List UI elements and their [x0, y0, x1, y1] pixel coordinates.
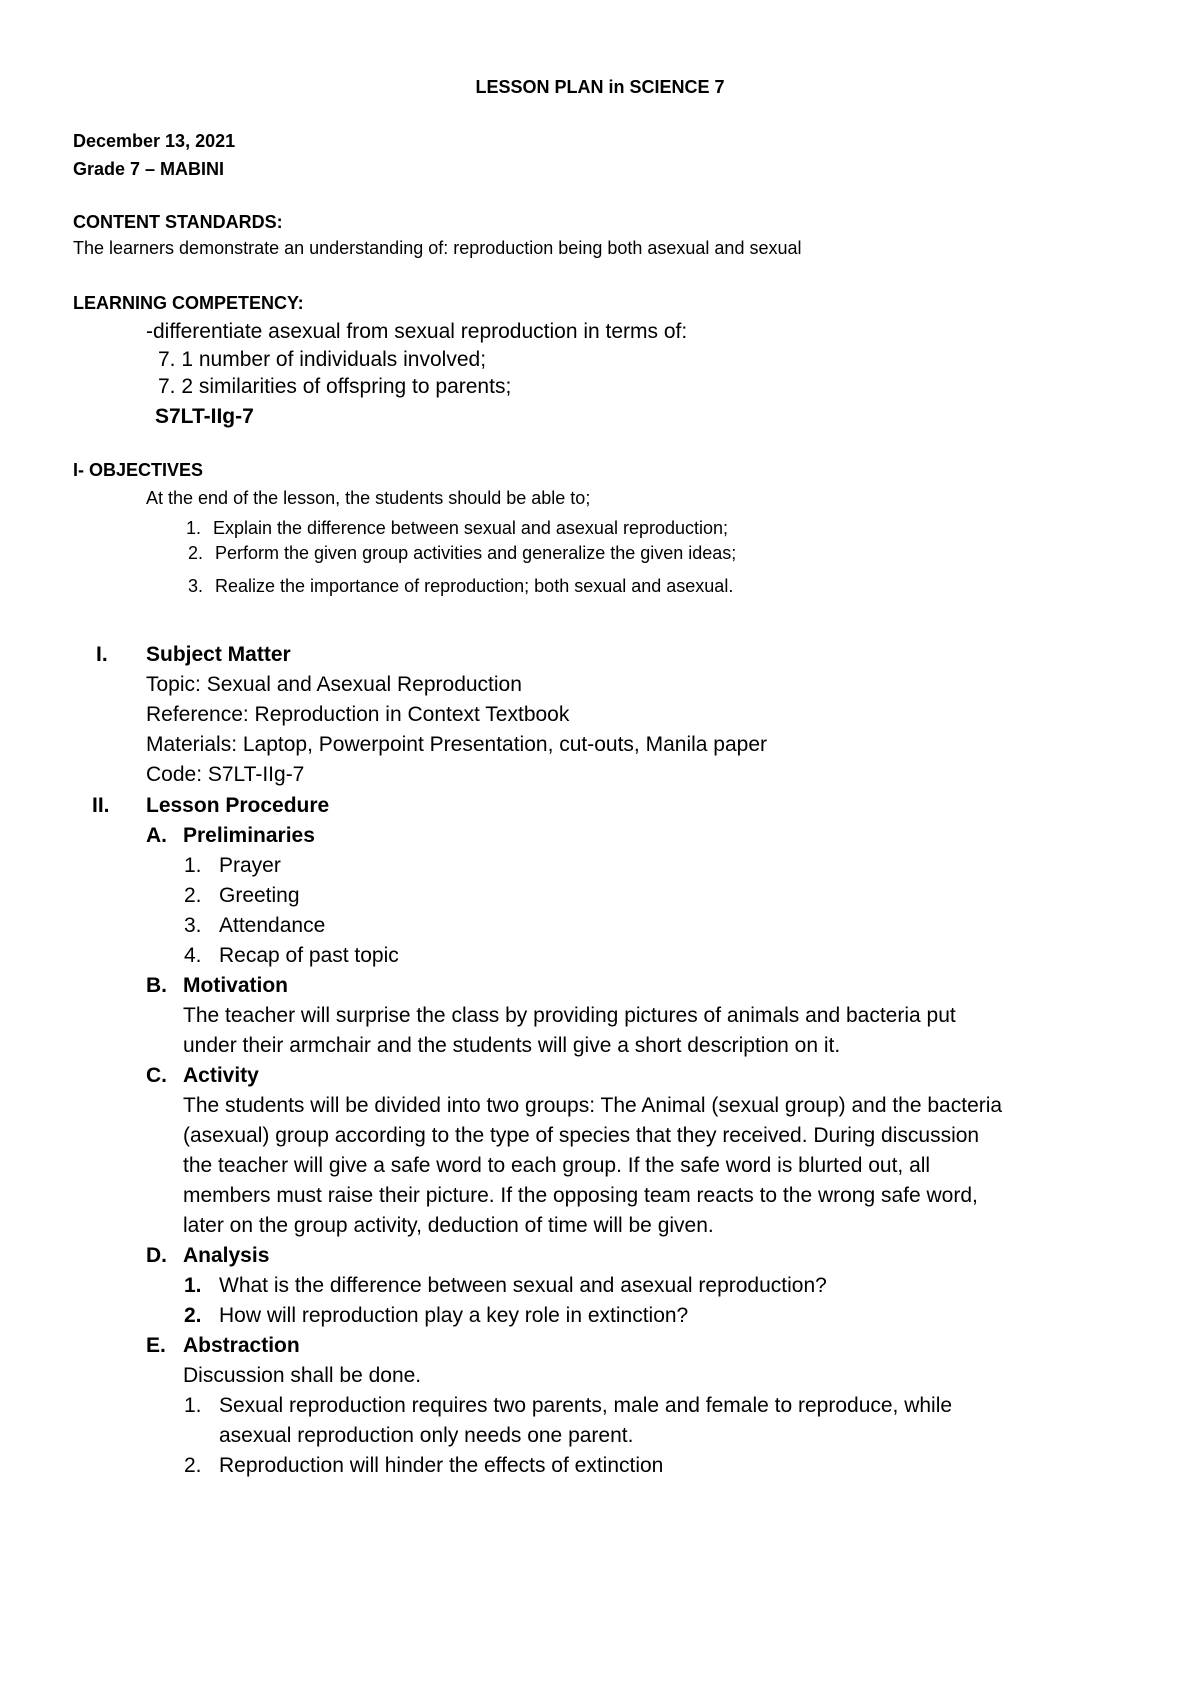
- objective-text: Perform the given group activities and generalize the given ideas;: [215, 543, 737, 563]
- objective-text: Realize the importance of reproduction; both sexual and asexual.: [215, 576, 734, 596]
- subsection-letter: C.: [146, 1064, 167, 1087]
- grade-section: Grade 7 – MABINI: [73, 159, 225, 179]
- abstraction-item-line: asexual reproduction only needs one parent.: [219, 1424, 634, 1447]
- preliminaries-item: Prayer: [219, 854, 281, 877]
- activity-line: members must raise their picture. If the opposing team reacts to the wrong safe word,: [183, 1184, 978, 1207]
- list-number: 1.: [184, 1394, 202, 1417]
- subsection-letter: B.: [146, 974, 167, 997]
- document-title: LESSON PLAN in SCIENCE 7: [475, 77, 725, 97]
- competency-intro: -differentiate asexual from sexual reproduction in terms of:: [146, 320, 688, 343]
- list-number: 4.: [184, 944, 202, 967]
- subsection-letter: E.: [146, 1334, 166, 1357]
- abstraction-item-line: Reproduction will hinder the effects of extinction: [219, 1454, 664, 1477]
- preliminaries-item: Recap of past topic: [219, 944, 399, 967]
- analysis-heading: Analysis: [183, 1244, 270, 1267]
- abstraction-heading: Abstraction: [183, 1334, 300, 1357]
- motivation-line: The teacher will surprise the class by providing pictures of animals and bacteria put: [183, 1004, 956, 1027]
- subject-code: Code: S7LT-IIg-7: [146, 763, 305, 786]
- objective-text: Explain the difference between sexual and asexual reproduction;: [213, 518, 729, 538]
- list-number: 2.: [184, 1454, 202, 1477]
- list-number: 1.: [184, 854, 202, 877]
- abstraction-item-line: Sexual reproduction requires two parents, male and female to reproduce, while: [219, 1394, 953, 1417]
- activity-line: (asexual) group according to the type of species that they received. During discussion: [183, 1124, 980, 1147]
- content-standards-heading: CONTENT STANDARDS:: [73, 212, 283, 232]
- preliminaries-heading: Preliminaries: [183, 824, 315, 847]
- objectives-intro: At the end of the lesson, the students should be able to;: [146, 488, 591, 508]
- lesson-procedure-heading: Lesson Procedure: [146, 794, 330, 817]
- analysis-question: How will reproduction play a key role in extinction?: [219, 1304, 689, 1327]
- content-standards-text: The learners demonstrate an understanding of: reproduction being both asexual and sexual: [73, 238, 802, 258]
- subsection-letter: A.: [146, 824, 167, 847]
- competency-code: S7LT-IIg-7: [155, 405, 254, 428]
- section-numeral: II.: [92, 794, 110, 817]
- section-numeral: I.: [96, 643, 108, 666]
- abstraction-intro: Discussion shall be done.: [183, 1364, 422, 1387]
- objective-number: 1.: [186, 518, 202, 538]
- objective-number: 2.: [188, 543, 204, 563]
- competency-item: 7. 1 number of individuals involved;: [158, 348, 487, 371]
- motivation-heading: Motivation: [183, 974, 288, 997]
- lesson-date: December 13, 2021: [73, 131, 236, 151]
- subject-reference: Reference: Reproduction in Context Textbook: [146, 703, 570, 726]
- subject-topic: Topic: Sexual and Asexual Reproduction: [146, 673, 522, 696]
- subject-matter-heading: Subject Matter: [146, 643, 291, 666]
- list-number: 3.: [184, 914, 202, 937]
- preliminaries-item: Greeting: [219, 884, 300, 907]
- learning-competency-heading: LEARNING COMPETENCY:: [73, 293, 304, 313]
- activity-line: The students will be divided into two groups: The Animal (sexual group) and the bacteria: [183, 1094, 1003, 1117]
- activity-line: later on the group activity, deduction of time will be given.: [183, 1214, 714, 1237]
- list-number: 2.: [184, 884, 202, 907]
- competency-item: 7. 2 similarities of offspring to parents;: [158, 375, 512, 398]
- list-number: 1.: [184, 1274, 202, 1297]
- list-number: 2.: [184, 1304, 202, 1327]
- activity-heading: Activity: [183, 1064, 259, 1087]
- objective-number: 3.: [188, 576, 204, 596]
- subject-materials: Materials: Laptop, Powerpoint Presentation, cut-outs, Manila paper: [146, 733, 768, 756]
- subsection-letter: D.: [146, 1244, 167, 1267]
- motivation-line: under their armchair and the students will give a short description on it.: [183, 1034, 841, 1057]
- activity-line: the teacher will give a safe word to each group. If the safe word is blurted out, all: [183, 1154, 931, 1177]
- objectives-heading: I- OBJECTIVES: [73, 460, 204, 480]
- preliminaries-item: Attendance: [219, 914, 326, 937]
- analysis-question: What is the difference between sexual and asexual reproduction?: [219, 1274, 827, 1297]
